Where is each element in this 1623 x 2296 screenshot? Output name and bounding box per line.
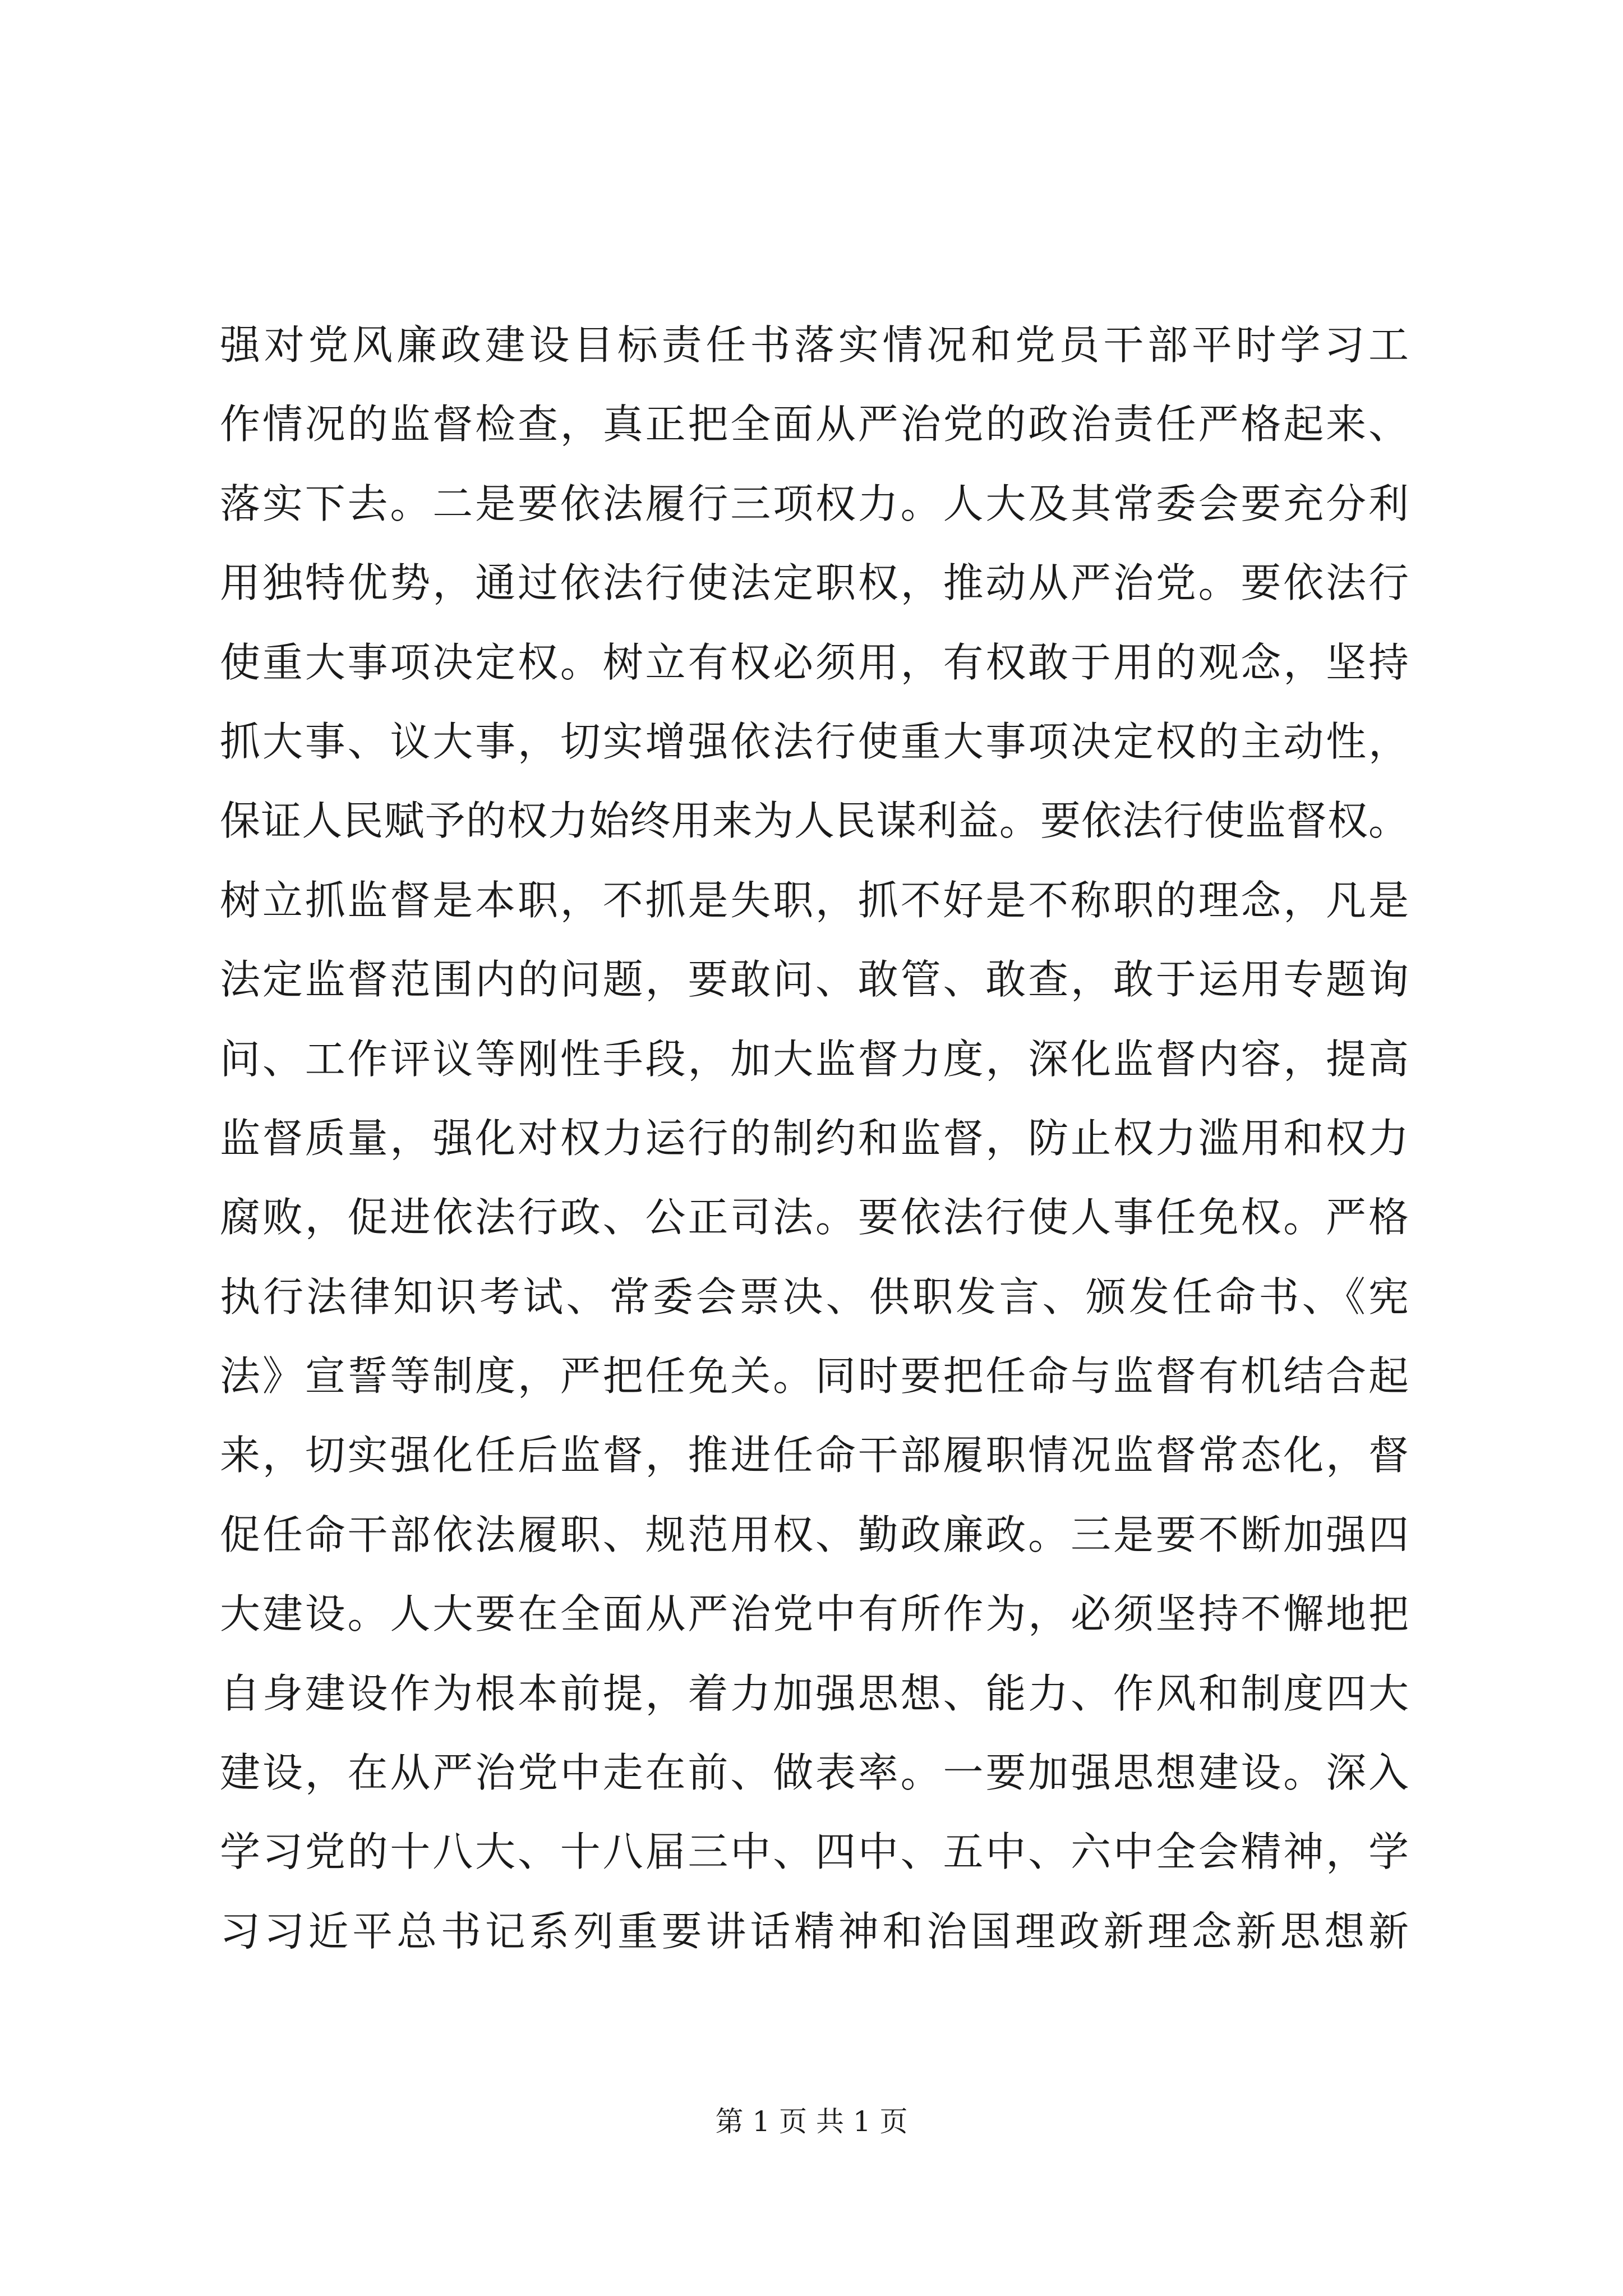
text-line: 学习党的十八大、十八届三中、四中、五中、六中全会精神，学 <box>220 1828 1409 1876</box>
text-line: 法》宣誓等制度，严把任免关。同时要把任命与监督有机结合起 <box>220 1352 1409 1400</box>
text-line: 用独特优势，通过依法行使法定职权，推动从严治党。要依法行 <box>220 559 1409 607</box>
page-footer <box>0 2099 1623 2144</box>
text-line: 落实下去。二是要依法履行三项权力。人大及其常委会要充分利 <box>220 480 1409 527</box>
text-line: 自身建设作为根本前提，着力加强思想、能力、作风和制度四大 <box>220 1669 1409 1717</box>
text-line: 来，切实强化任后监督，推进任命干部履职情况监督常态化，督 <box>220 1432 1409 1479</box>
text-line: 建设，在从严治党中走在前、做表率。一要加强思想建设。深入 <box>220 1749 1409 1797</box>
text-line: 抓大事、议大事，切实增强依法行使重大事项决定权的主动性， <box>220 717 1409 765</box>
text-line: 腐败，促进依法行政、公正司法。要依法行使人事任免权。严格 <box>220 1194 1409 1241</box>
text-line: 法定监督范围内的问题，要敢问、敢管、敢查，敢于运用专题询 <box>220 956 1409 1004</box>
text-line: 执行法律知识考试、常委会票决、供职发言、颁发任命书、《宪 <box>220 1273 1409 1320</box>
text-line: 问、工作评议等刚性手段，加大监督力度，深化监督内容，提高 <box>220 1035 1409 1083</box>
text-line: 作情况的监督检查，真正把全面从严治党的政治责任严格起来、 <box>220 401 1409 448</box>
text-line: 强对党风廉政建设目标责任书落实情况和党员干部平时学习工 <box>220 321 1409 369</box>
body-text <box>220 306 1409 1971</box>
text-line: 监督质量，强化对权力运行的制约和监督，防止权力滥用和权力 <box>220 1114 1409 1162</box>
text-line: 树立抓监督是本职，不抓是失职，抓不好是不称职的理念，凡是 <box>220 876 1409 924</box>
text-line: 大建设。人大要在全面从严治党中有所作为，必须坚持不懈地把 <box>220 1590 1409 1638</box>
text-line: 保证人民赋予的权力始终用来为人民谋利益。要依法行使监督权。 <box>220 797 1409 845</box>
text-line: 促任命干部依法履职、规范用权、勤政廉政。三是要不断加强四 <box>220 1511 1409 1558</box>
text-line: 习习近平总书记系列重要讲话精神和治国理政新理念新思想新 <box>220 1907 1409 1955</box>
page-number: 第 1 页 共 1 页 <box>715 2105 908 2138</box>
text-line: 使重大事项决定权。树立有权必须用，有权敢于用的观念，坚持 <box>220 638 1409 686</box>
